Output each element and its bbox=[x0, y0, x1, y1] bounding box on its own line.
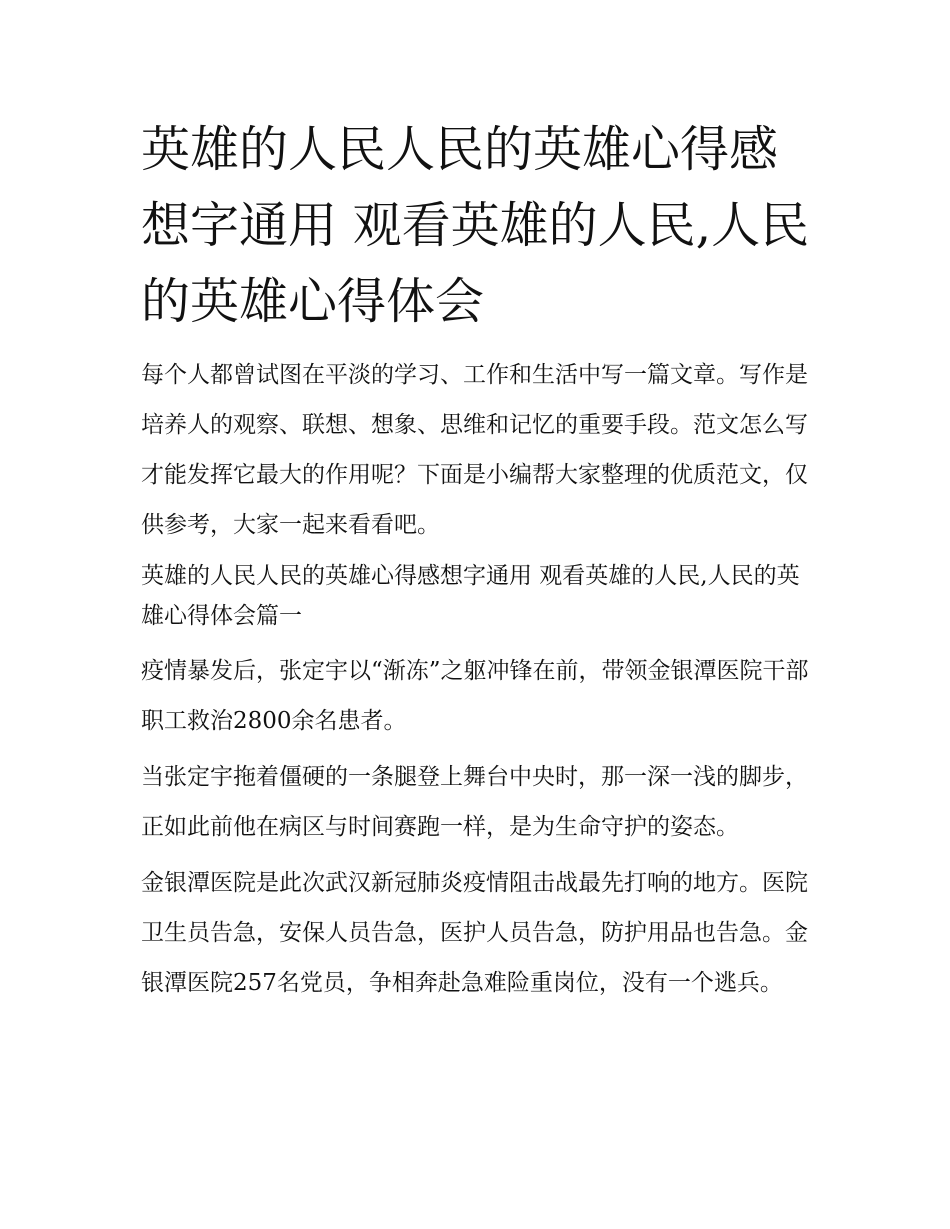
body-paragraph: 疫情暴发后，张定宇以“渐冻”之躯冲锋在前，带领金银潭医院干部职工救治2800余名患者。 bbox=[141, 658, 809, 734]
intro-paragraph: 每个人都曾试图在平淡的学习、工作和生活中写一篇文章。写作是培养人的观察、联想、想象、思维和记忆的重要手段。范文怎么写才能发挥它最大的作用呢？下面是小编帮大家整理的优质范文，仅供参考，大家一起来看看吧。 bbox=[141, 362, 808, 538]
body-paragraph: 金银潭医院是此次武汉新冠肺炎疫情阻击战最先打响的地方。医院卫生员告急，安保人员告急，医护人员告急，防护用品也告急。金银潭医院257名党员，争相奔赴急难险重岗位，没有一个逃兵。 bbox=[141, 870, 808, 996]
section-heading: 英雄的人民人民的英雄心得感想字通用 观看英雄的人民,人民的英雄心得体会篇一 bbox=[141, 563, 800, 629]
document-title: 英雄的人民人民的英雄心得感想字通用 观看英雄的人民,人民的英雄心得体会 bbox=[141, 121, 810, 330]
body-paragraph: 当张定宇拖着僵硬的一条腿登上舞台中央时，那一深一浅的脚步，正如此前他在病区与时间赛跑一样，是为生命守护的姿态。 bbox=[141, 764, 808, 840]
document-page bbox=[141, 112, 813, 1014]
